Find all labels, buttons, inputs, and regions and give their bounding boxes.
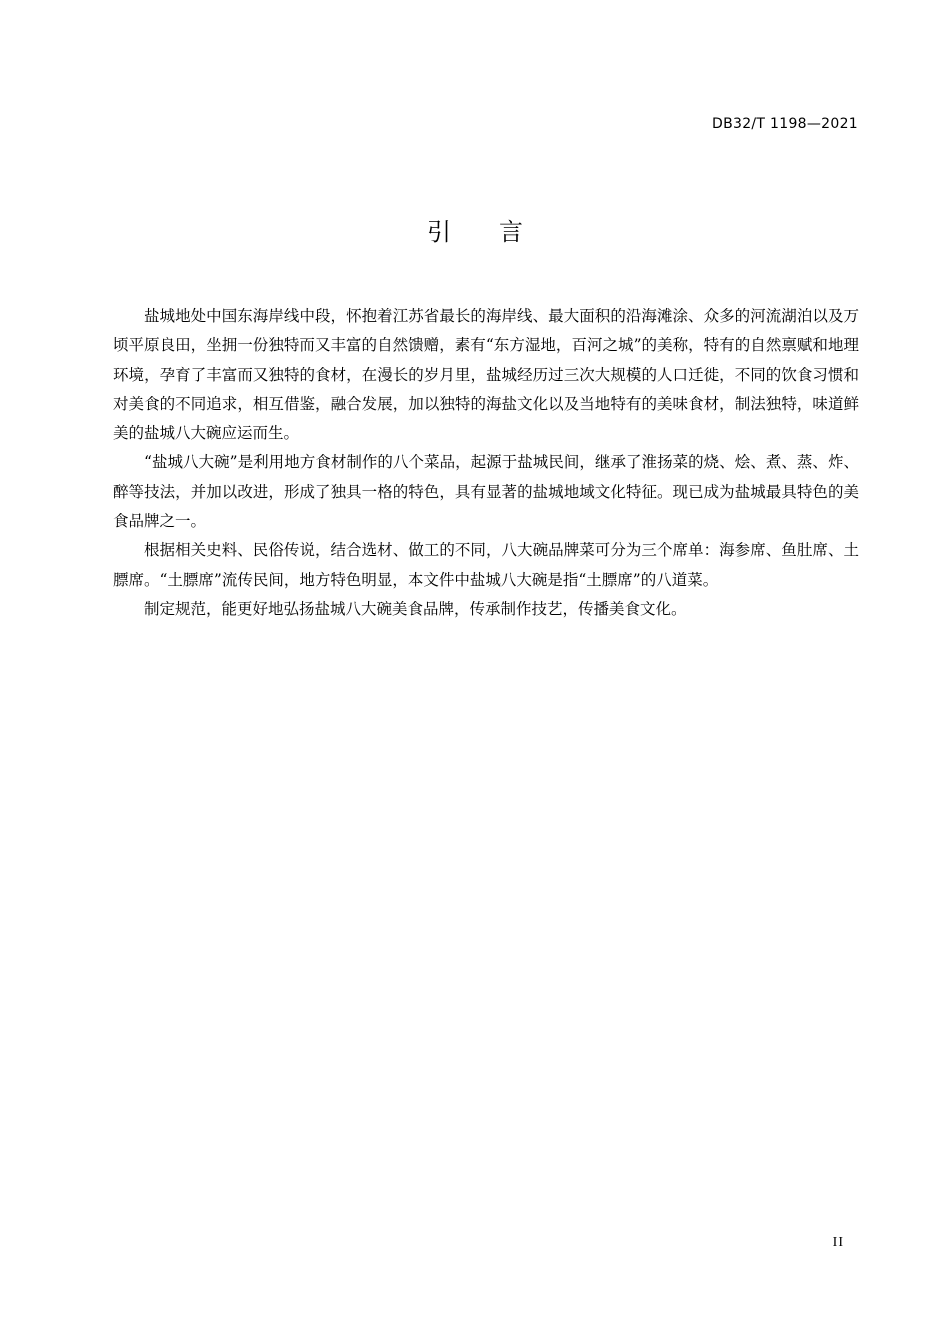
page-title: 引言 xyxy=(427,218,571,246)
paragraph-3: 根据相关史料、民俗传说，结合选材、做工的不同，八大碗品牌菜可分为三个席单：海参席、鱼肚席、土膘席。“土膘席”流传民间，地方特色明显，本文件中盐城八大碗是指“土膘席”的八道菜。 xyxy=(113,541,859,589)
paragraph-2: “盐城八大碗”是利用地方食材制作的八个菜品，起源于盐城民间，继承了淮扬菜的烧、烩、煮、蒸、炸、醉等技法，并加以改进，形成了独具一格的特色，具有显著的盐城地域文化特征。现已成为盐城最具特色的美食品牌之一。 xyxy=(113,453,859,531)
page-number: II xyxy=(832,1235,844,1250)
introduction-body xyxy=(113,302,859,624)
standard-code: DB32/T 1198—2021 xyxy=(712,116,858,132)
paragraph-4: 制定规范，能更好地弘扬盐城八大碗美食品牌，传承制作技艺，传播美食文化。 xyxy=(144,599,687,618)
paragraph-1: 盐城地处中国东海岸线中段，怀抱着江苏省最长的海岸线、最大面积的沿海滩涂、众多的河流湖泊以及万顷平原良田，坐拥一份独特而又丰富的自然馈赠，素有“东方湿地，百河之城”的美称，特有的自然禀赋和地理环境，孕育了丰富而又独特的食材，在漫长的岁月里，盐城经历过三次大规模的人口迁徙，不同的饮食习惯和对美食的不同追求，相互借鉴，融合发展，加以独特的海盐文化以及当地特有的美味食材，制法独特，味道鲜美的盐城八大碗应运而生。 xyxy=(113,307,859,443)
